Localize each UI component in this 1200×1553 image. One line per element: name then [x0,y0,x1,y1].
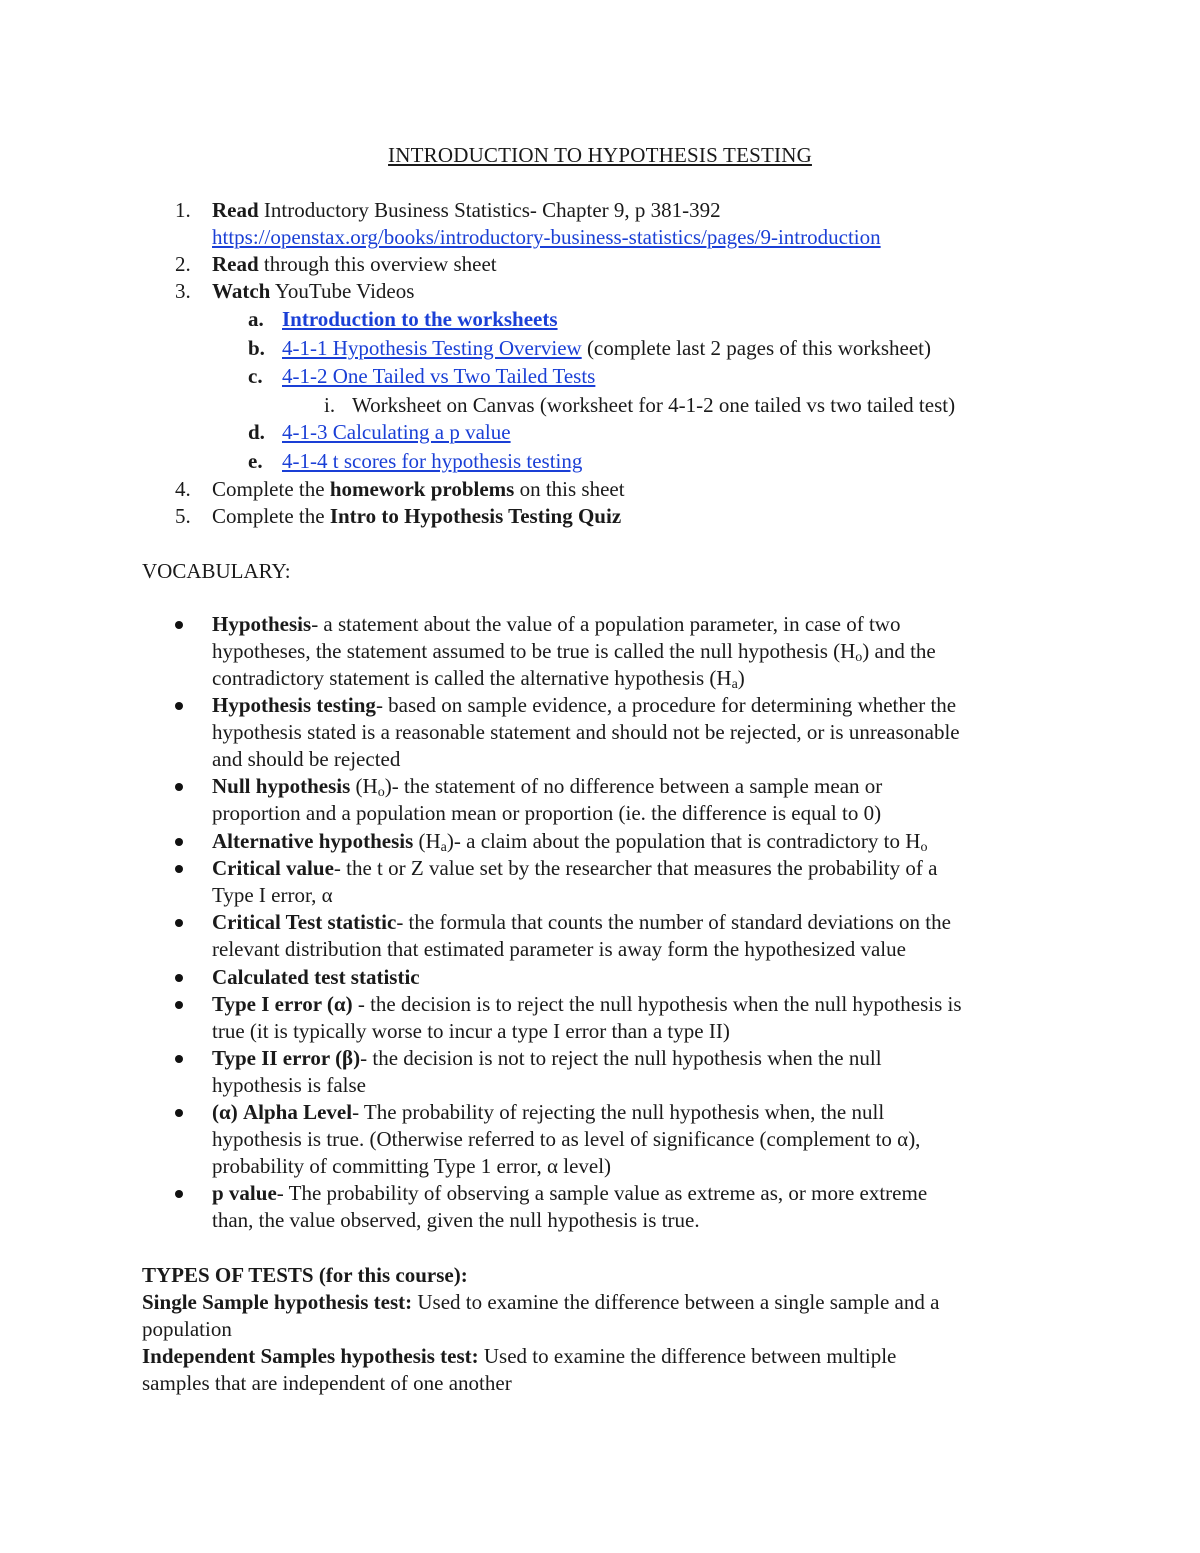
vocab-definition: - a statement about the value of a population parameter, in case of two [311,612,901,636]
vocab-definition: - the t or Z value set by the researcher that measures the probability of a [333,856,938,880]
vocab-term: Critical Test statistic [212,910,397,934]
substep-text: Worksheet on Canvas (worksheet for 4-1-2 one tailed vs two tailed test) [352,393,956,417]
vocab-term: Type I error (α) [212,992,353,1016]
step-text: YouTube Videos [270,279,415,303]
vocab-definition: ) and the [862,639,936,663]
vocab-definition: contradictory statement is called the alternative hypothesis (H [212,666,732,690]
video-link-4-1-3[interactable]: 4-1-3 Calculating a p value [282,420,511,444]
substep-letter: c. [248,364,263,388]
substep-letter: d. [248,420,265,444]
vocab-definition: - the decision is not to reject the null hypothesis when the null [360,1046,882,1070]
vocab-definition: than, the value observed, given the null hypothesis is true. [212,1208,700,1232]
step-verb: Read [212,252,259,276]
bullet-icon [175,919,183,927]
step-number: 5. [175,504,191,528]
video-link-intro-worksheets[interactable]: Introduction to the worksheets [282,307,558,331]
bullet-icon [175,783,183,791]
bullet-icon [175,1001,183,1009]
page-title: INTRODUCTION TO HYPOTHESIS TESTING [388,143,812,167]
vocab-definition: - based on sample evidence, a procedure for determining whether the [375,693,957,717]
bullet-icon [175,974,183,982]
roman-numeral: i. [324,393,336,417]
vocab-definition: probability of committing Type 1 error, α level) [212,1154,612,1178]
vocab-definition: relevant distribution that estimated parameter is away form the hypothesized value [212,937,906,961]
bullet-icon [175,621,183,629]
vocab-definition: (H [350,774,378,798]
test-type-definition: population [142,1317,232,1341]
step-number: 2. [175,252,191,276]
step-verb: Watch [212,279,271,303]
test-type-term: Independent Samples hypothesis test: [142,1344,479,1368]
vocab-definition: ) [737,666,745,690]
bullet-icon [175,1055,183,1063]
step-text: through this overview sheet [258,252,497,276]
step-text: on this sheet [514,477,625,501]
test-type-definition: samples that are independent of one another [142,1371,512,1395]
vocab-definition: hypothesis is true. (Otherwise referred to as level of significance (complement to α), [212,1127,921,1151]
vocab-definition: hypotheses, the statement assumed to be true is called the null hypothesis (H [212,639,856,663]
test-type-definition: Used to examine the difference between multiple [478,1344,897,1368]
vocab-term: Calculated test statistic [212,965,420,989]
bullet-icon [175,1109,183,1117]
vocab-definition: hypothesis is false [212,1073,366,1097]
subscript: a [440,840,447,855]
substep-letter: a. [248,307,264,331]
subscript: a [731,677,738,692]
video-link-4-1-1[interactable]: 4-1-1 Hypothesis Testing Overview [282,336,582,360]
step-bold: Intro to Hypothesis Testing Quiz [329,504,622,528]
video-link-4-1-2[interactable]: 4-1-2 One Tailed vs Two Tailed Tests [282,364,596,388]
test-type-single-sample [142,1289,939,1316]
vocab-term: Hypothesis testing [212,693,376,717]
step-text: Introductory Business Statistics- Chapter 9, p 381-392 [258,198,721,222]
vocab-definition: Type I error, α [212,883,333,907]
vocab-definition: )- a claim about the population that is contradictory to H [446,829,921,853]
vocab-definition: and should be rejected [212,747,401,771]
vocab-term: Hypothesis [212,612,312,636]
vocab-term: Alternative hypothesis [212,829,414,853]
vocab-term: Type II error (β) [212,1046,361,1070]
vocab-term: (α) Alpha Level [212,1100,353,1124]
substep-note: (complete last 2 pages of this worksheet) [581,336,932,360]
vocab-definition: hypothesis stated is a reasonable statement and should not be rejected, or is unreasonable [212,720,960,744]
test-type-independent-samples [142,1343,896,1370]
vocab-term: Critical value [212,856,334,880]
vocab-term: Null hypothesis [212,774,351,798]
bullet-icon [175,865,183,873]
step-text: Complete the [212,477,330,501]
bullet-icon [175,1190,183,1198]
step-verb: Read [212,198,259,222]
vocab-definition: )- the statement of no difference between a sample mean or [384,774,883,798]
vocab-definition: - The probability of rejecting the null hypothesis when, the null [352,1100,885,1124]
step-number: 3. [175,279,191,303]
step-text: Complete the [212,504,330,528]
vocab-definition: - the formula that counts the number of standard deviations on the [396,910,951,934]
bullet-icon [175,702,183,710]
test-type-definition: Used to examine the difference between a single sample and a [412,1290,940,1314]
types-heading: TYPES OF TESTS (for this course): [142,1263,468,1287]
vocab-definition: true (it is typically worse to incur a type I error than a type II) [212,1019,730,1043]
subscript: o [920,840,928,855]
substep-letter: b. [248,336,265,360]
vocabulary-heading: VOCABULARY: [142,559,291,583]
vocab-definition: - The probability of observing a sample value as extreme as, or more extreme [276,1181,928,1205]
vocab-definition: proportion and a population mean or proportion (ie. the difference is equal to 0) [212,801,882,825]
video-link-4-1-4[interactable]: 4-1-4 t scores for hypothesis testing [282,449,583,473]
subscript: o [855,650,863,665]
vocab-term: p value [212,1181,277,1205]
bullet-icon [175,838,183,846]
openstax-link[interactable]: https://openstax.org/books/introductory-business-statistics/pages/9-introduction [212,225,881,249]
substep-letter: e. [248,449,263,473]
subscript: o [377,785,385,800]
vocab-definition: (H [413,829,441,853]
test-type-term: Single Sample hypothesis test: [142,1290,413,1314]
vocab-definition: - the decision is to reject the null hypothesis when the null hypothesis is [352,992,962,1016]
step-number: 1. [175,198,191,222]
step-bold: homework problems [329,477,515,501]
step-number: 4. [175,477,191,501]
